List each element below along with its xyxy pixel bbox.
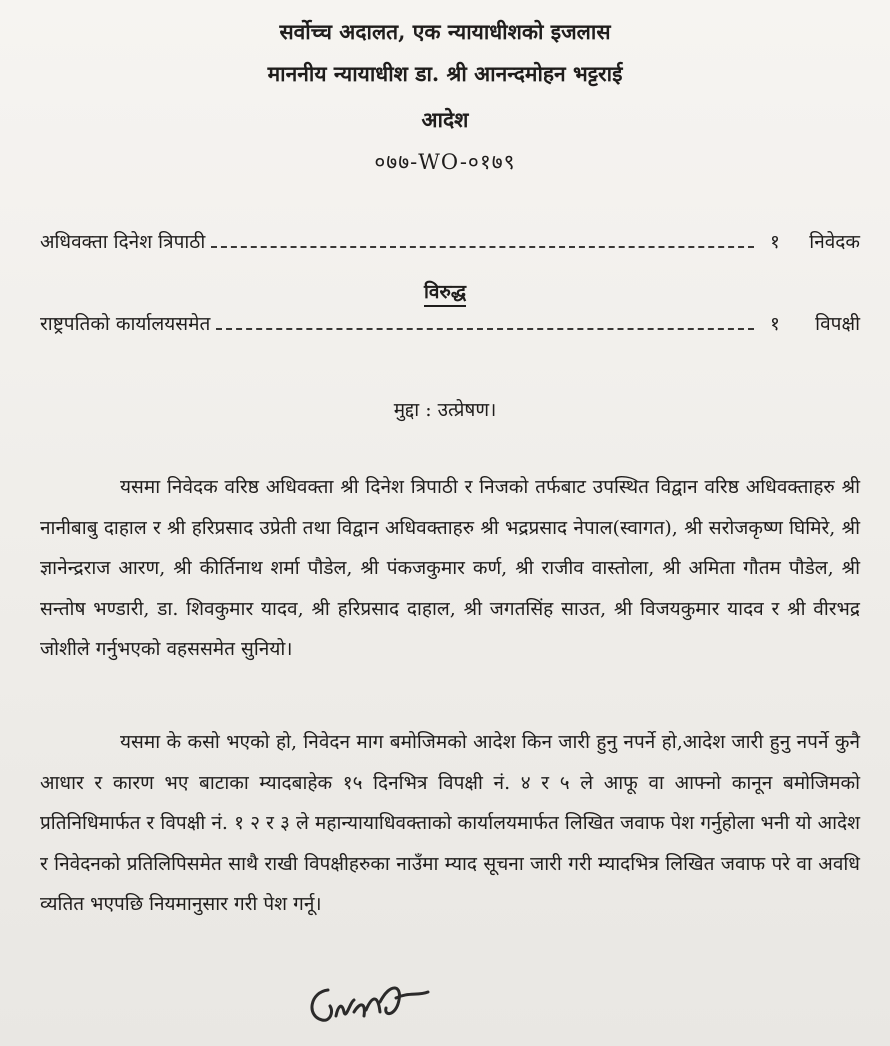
petitioner-count: १ [770,231,780,253]
petitioner-line [40,228,860,254]
court-heading: सर्वोच्च अदालत, एक न्यायाधीशको इजलास [279,19,611,44]
respondent-role: विपक्षी [815,313,860,335]
versus-label [0,278,890,304]
respondent-count: १ [770,313,780,335]
document-type: आदेश [421,107,469,132]
petitioner-name: अधिवक्ता दिनेश त्रिपाठी [40,231,206,253]
body-paragraph-order: यसमा के कसो भएको हो, निवेदन माग बमोजिमको आदेश किन जारी हुनु नपर्ने हो,आदेश जारी हुनु नपर्ने कुनै आधार र कारण भए बाटाका म्यादबाहेक १५ दिनभित्र विपक्षी नं. ४ र ५ ले आफू वा आफ्नो कानून बमोजिमको प्रतिनिधिमार्फत र विपक्षी नं. १ २ र ३ ले महान्यायाधिवक्ताको कार्यालयमार्फत लिखित जवाफ पेश गर्नुहोला भनी यो आदेश र निवेदनको प्रतिलिपिसमेत साथै राखी विपक्षीहरुका नाउँमा म्याद सूचना जारी गरी म्यादभित्र लिखित जवाफ परे वा अवधि व्यतित भएपछि नियमानुसार गरी पेश गर्नू। [40,731,860,915]
dotted-leader [211,246,754,248]
judge-heading: माननीय न्यायाधीश डा. श्री आनन्दमोहन भट्टराई [267,61,623,86]
versus-text: विरुद्ध [424,281,466,307]
dotted-leader [216,328,754,330]
judge-signature [300,972,440,1032]
respondent-line [40,310,860,336]
petitioner-role: निवेदक [809,231,860,253]
respondent-name: राष्ट्रपतिको कार्यालयसमेत [40,313,211,335]
body-paragraph-hearing: यसमा निवेदक वरिष्ठ अधिवक्ता श्री दिनेश त्रिपाठी र निजको तर्फबाट उपस्थित विद्वान वरिष्ठ अधिवक्ताहरु श्री नानीबाबु दाहाल र श्री हरिप्रसाद उप्रेती तथा विद्वान अधिवक्ताहरु श्री भद्रप्रसाद नेपाल(स्वागत), श्री सरोजकृष्ण घिमिरे, श्री ज्ञानेन्द्रराज आरण, श्री कीर्तिनाथ शर्मा पौडेल, श्री पंकजकुमार कर्ण, श्री राजीव वास्तोला, श्री अमिता गौतम पौडेल, श्री सन्तोष भण्डारी, डा. शिवकुमार यादव, श्री हरिप्रसाद दाहाल, श्री जगतसिंह साउत, श्री विजयकुमार यादव र श्री वीरभद्र जोशीले गर्नुभएको वहससमेत सुनियो। [40,476,860,660]
case-number: ०७७-WO-०१७९ [374,150,516,174]
case-subject: मुद्दा : उत्प्रेषण। [393,399,497,421]
